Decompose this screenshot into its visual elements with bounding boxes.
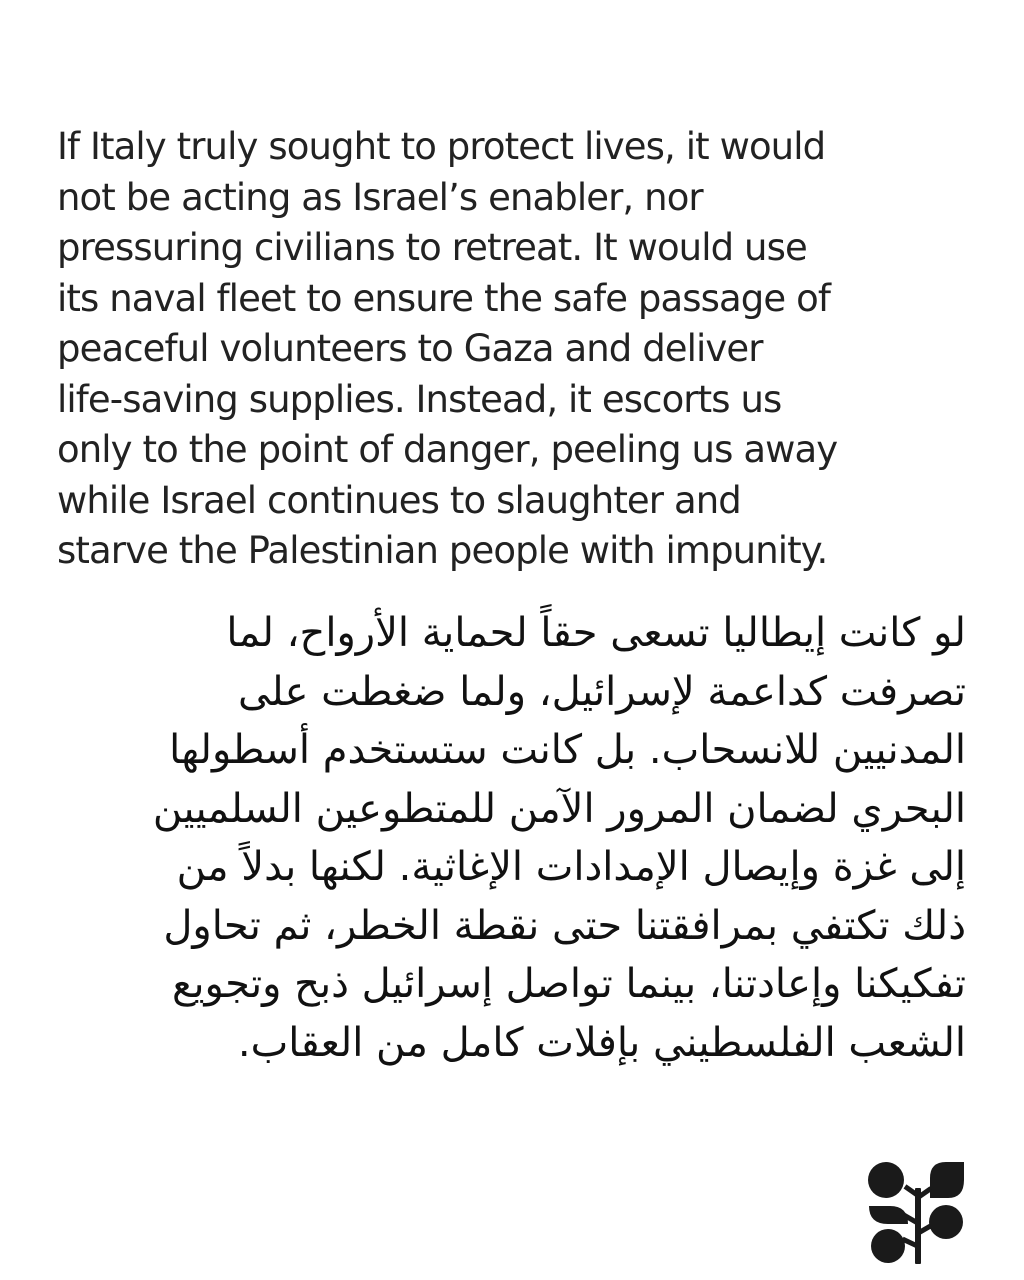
arabic-line: الشعب الفلسطيني بإفلات كامل من العقاب.: [237, 1019, 966, 1066]
english-statement: [57, 122, 977, 577]
english-line: life-saving supplies. Instead, it escorts us: [57, 377, 782, 421]
arabic-line: البحري لضمان المرور الآمن للمتطوعين السلميين: [152, 785, 966, 832]
arabic-line: ذلك تكتفي بمرافقتنا حتى نقطة الخطر، ثم تحاول: [163, 902, 966, 949]
english-line: only to the point of danger, peeling us away: [57, 428, 838, 471]
english-line: peaceful volunteers to Gaza and deliver: [57, 327, 763, 370]
arabic-line: تفكيكنا وإعادتنا، بينما تواصل إسرائيل ذبح وتجويع: [172, 961, 966, 1007]
english-line: pressuring civilians to retreat. It would use: [57, 226, 807, 269]
english-line: its naval fleet to ensure the safe passage of: [57, 276, 830, 320]
english-line: starve the Palestinian people with impunity.: [57, 529, 828, 572]
arabic-line: إلى غزة وإيصال الإمدادات الإغاثية. لكنها بدلاً من: [176, 844, 966, 890]
english-line: If Italy truly sought to protect lives, it would: [57, 125, 826, 168]
plant-leaf-logo-icon: [866, 1160, 970, 1264]
arabic-statement: [46, 604, 966, 1072]
english-line: not be acting as Israel’s enabler, nor: [57, 175, 703, 219]
arabic-line: المدنيين للانسحاب. بل كانت ستستخدم أسطولها: [169, 727, 966, 773]
arabic-line: لو كانت إيطاليا تسعى حقاً لحماية الأرواح، لما: [226, 610, 966, 656]
english-line: while Israel continues to slaughter and: [57, 478, 741, 522]
arabic-line: تصرفت كداعمة لإسرائيل، ولما ضغطت على: [238, 668, 966, 715]
